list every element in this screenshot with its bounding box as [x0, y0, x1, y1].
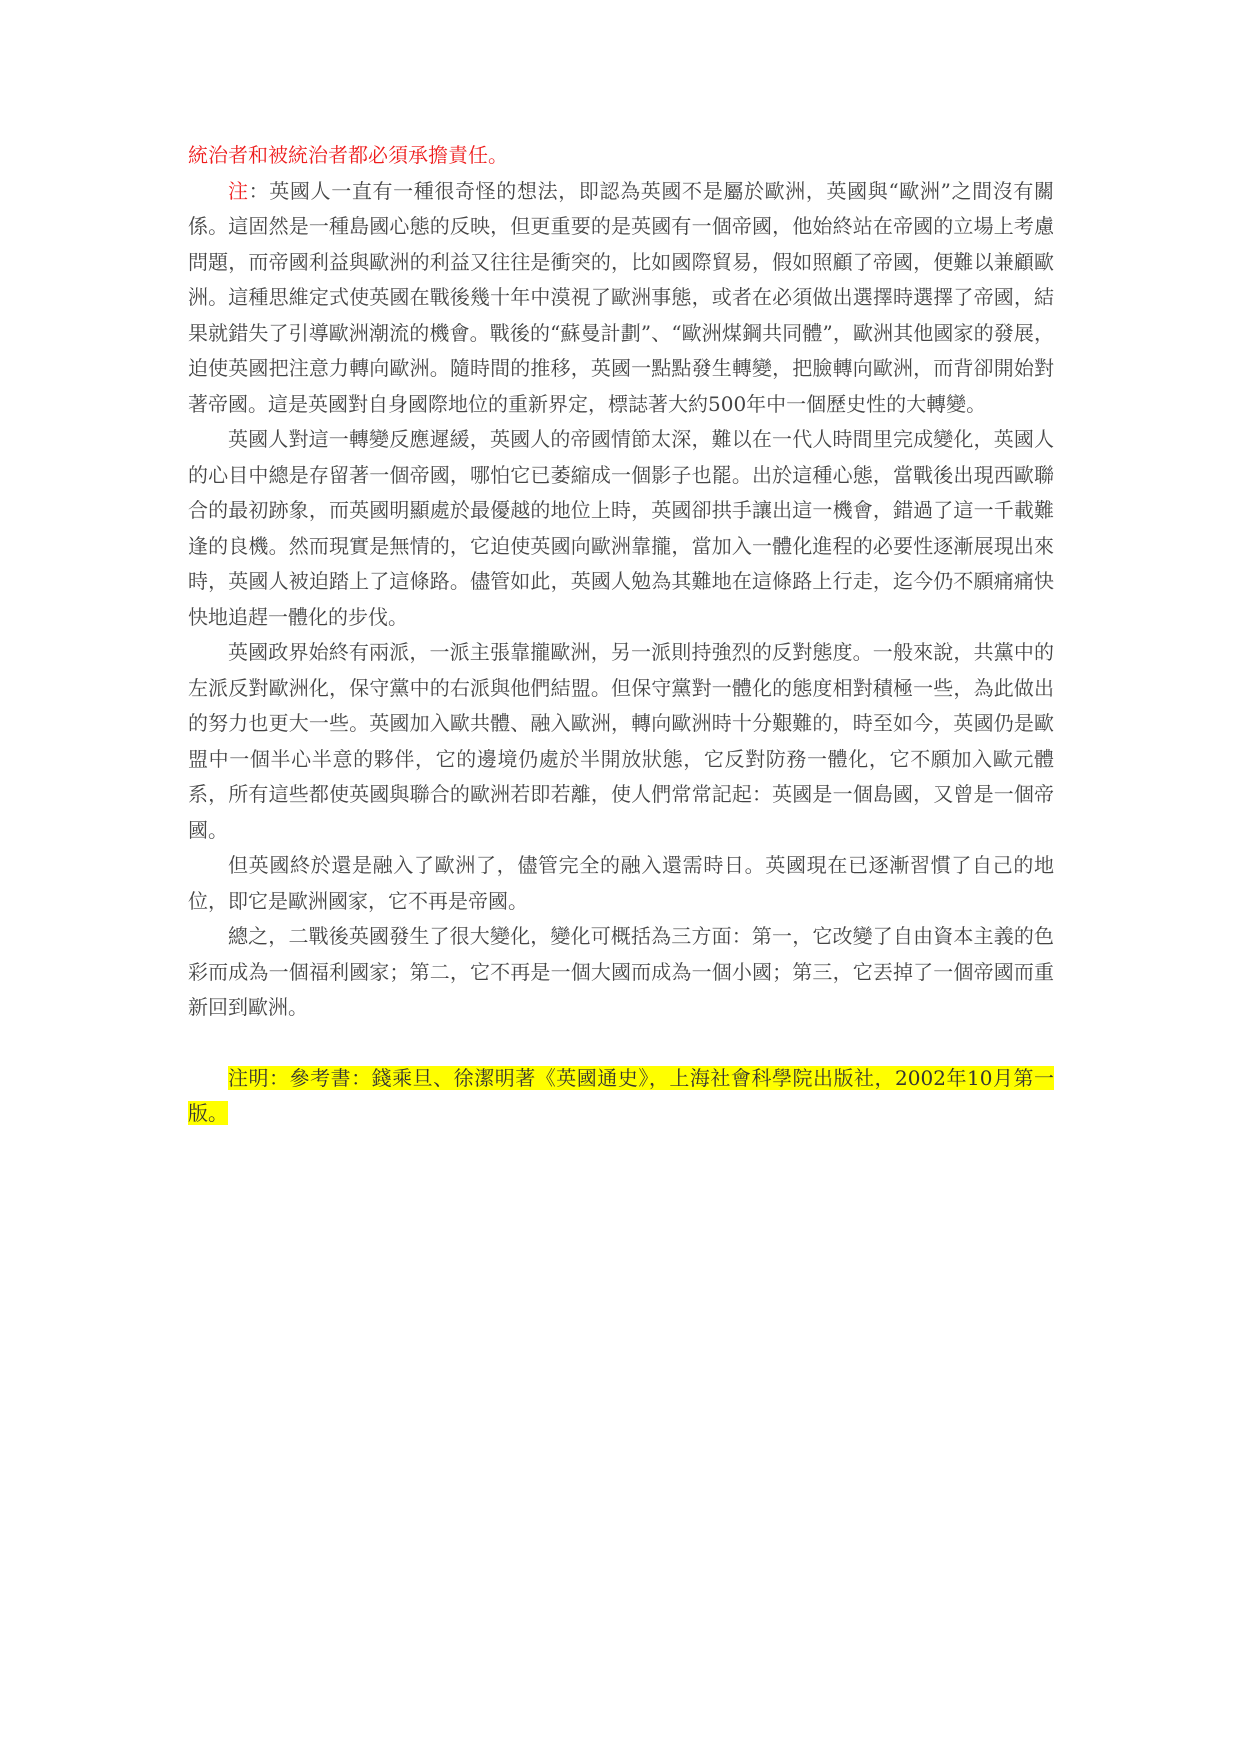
body-paragraph: 英國人對這一轉變反應遲緩，英國人的帝國情節太深，難以在一代人時間里完成變化，英國人的心目中總是存留著一個帝國，哪怕它已萎縮成一個影子也罷。出於這種心態，當戰後出現西歐聯合的最初跡象，而英國明顯處於最優越的地位上時，英國卻拱手讓出這一機會，錯過了這一千載難逢的良機。然而現實是無情的，它迫使英國向歐洲靠攏，當加入一體化進程的必要性逐漸展現出來時，英國人被迫踏上了這條路。儘管如此，英國人勉為其難地在這條路上行走，迄今仍不願痛痛快快地追趕一體化的步伐。	[188, 427, 1054, 629]
body-paragraph: 總之，二戰後英國發生了很大變化，變化可概括為三方面：第一，它改變了自由資本主義的色彩而成為一個福利國家；第二，它不再是一個大國而成為一個小國；第三，它丟掉了一個帝國而重新回到歐洲。	[188, 924, 1054, 1019]
opening-line: 統治者和被統治者都必須承擔責任。	[188, 143, 508, 167]
reference-highlight: 注明：參考書：錢乘旦、徐潔明著《英國通史》，上海社會科學院出版社，2002年10月第一版。	[188, 1065, 1054, 1125]
reference-note	[188, 1061, 1054, 1132]
paragraph-spacer	[188, 1026, 1054, 1061]
body-paragraph: 英國政界始終有兩派，一派主張靠攏歐洲，另一派則持強烈的反對態度。一般來說，共黨中的左派反對歐洲化，保守黨中的右派與他們結盟。但保守黨對一體化的態度相對積極一些，為此做出的努力也更大一些。英國加入歐共體、融入歐洲，轉向歐洲時十分艱難的，時至如今，英國仍是歐盟中一個半心半意的夥伴，它的邊境仍處於半開放狀態，它反對防務一體化，它不願加入歐元體系，所有這些都使英國與聯合的歐洲若即若離，使人們常常記起：英國是一個島國，又曾是一個帝國。	[188, 640, 1054, 842]
note-paragraph	[188, 174, 1054, 423]
document-page	[188, 138, 1054, 1132]
note-text: ：英國人一直有一種很奇怪的想法，即認為英國不是屬於歐洲，英國與“歐洲”之間沒有關係。這固然是一種島國心態的反映，但更重要的是英國有一個帝國，他始終站在帝國的立場上考慮問題，而帝國利益與歐洲的利益又往往是衝突的，比如國際貿易，假如照顧了帝國，便難以兼顧歐洲。這種思維定式使英國在戰後幾十年中漠視了歐洲事態，或者在必須做出選擇時選擇了帝國，結果就錯失了引導歐洲潮流的機會。戰後的“蘇曼計劃”、“歐洲煤鋼共同體”，歐洲其他國家的發展，迫使英國把注意力轉向歐洲。隨時間的推移，英國一點點發生轉變，把臉轉向歐洲，而背卻開始對著帝國。這是英國對自身國際地位的重新界定，標誌著大約500年中一個歷史性的大轉變。	[188, 178, 1054, 416]
note-label: 注	[228, 178, 249, 203]
body-paragraph: 但英國終於還是融入了歐洲了，儘管完全的融入還需時日。英國現在已逐漸習慣了自己的地位，即它是歐洲國家，它不再是帝國。	[188, 853, 1054, 913]
